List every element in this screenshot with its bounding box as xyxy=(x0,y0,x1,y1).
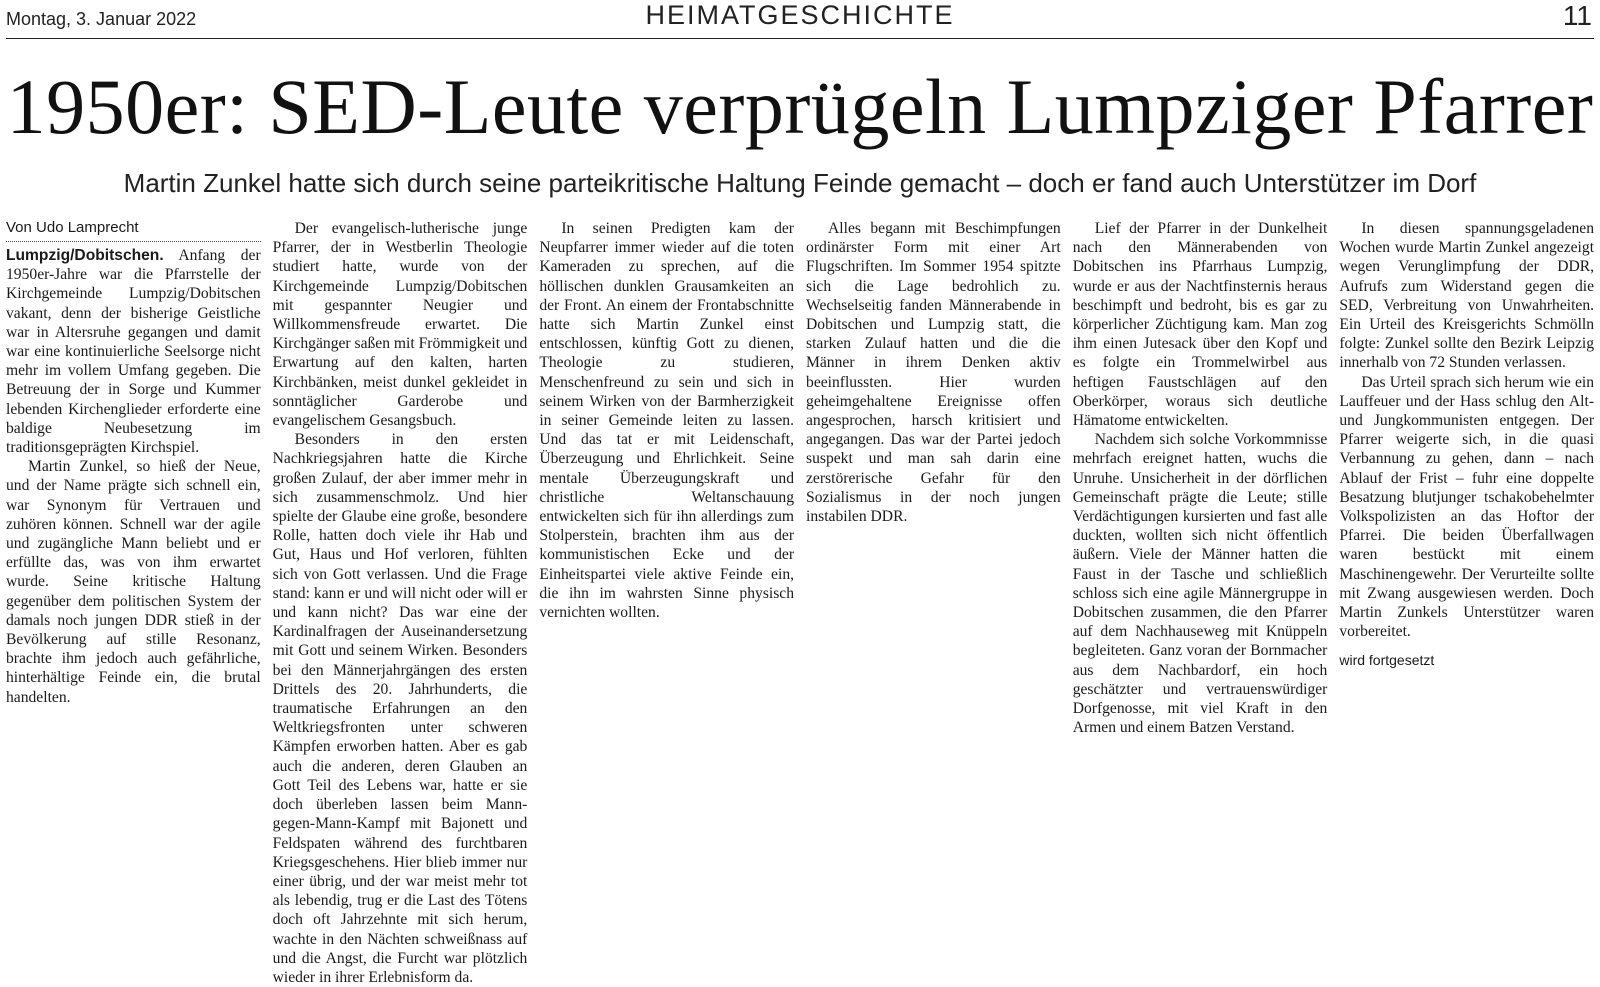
column-1 xyxy=(6,219,261,706)
column-4 xyxy=(806,219,1061,703)
article-headline: 1950er: SED-Leute verprügeln Lumpziger Pfarrer xyxy=(6,63,1594,150)
paragraph-9: In diesen spannungsgeladenen Wochen wurde Martin Zunkel angezeigt wegen Verunglimpfung der DDR, Aufrufs zum Widerstand gegen die SED, Verbreitung von Unwahrheiten. Ein Urteil des Kreisgerichts Schmölln folgte: Zunkel sollte den Bezirk Leipzig innerhalb von 72 Stunden verlassen. xyxy=(1339,220,1595,372)
article-body xyxy=(6,219,1595,986)
dateline: Lumpzig/Dobitschen. xyxy=(6,247,164,264)
paragraph-2: Martin Zunkel, so hieß der Neue, und der Name prägte sich schnell ein, war Synonym für Vertrauen und zuhören können. Schnell war der agile und zugängliche Mann beliebt und er erfüllte das, was von ihm erwartet wurde. Seine kritische Haltung gegenüber dem politischen System der damals noch jungen DDR stieß in der Bevölkerung auf stille Resonanz, brachte ihm jedoch auch gefährliche, hinterhältige Feinde ein, die brutal handelten. xyxy=(6,458,261,706)
paragraph-5: In seinen Predigten kam der Neupfarrer immer wieder auf die toten Kameraden zu sprechen, auf die höllischen dunklen Grausamkeiten an der Front. An einem der Frontabschnitte hatte sich Martin Zunkel einst entschlossen, künftig Gott zu dienen, Theologie zu studieren, Menschenfreund zu sein und sich in seinem Wirken von der Barmherzigkeit in seiner Gemeinde leiten zu lassen. Und das tat er mit Leidenschaft, Überzeugung und Ehrlichkeit. Seine mentale Überzeugungskraft und christliche Weltanschauung entwickelten sich für ihn allerdings zum Stolperstein, brachten ihm aus der kommunistischen Ecke und der Einheitspartei viele aktive Feinde ein, die ihn im wahrsten Sinne physisch vernichten wollten. xyxy=(539,220,795,622)
paragraph-1 xyxy=(6,246,261,457)
page-number: 11 xyxy=(1562,0,1592,31)
column-2 xyxy=(272,219,528,986)
column-6 xyxy=(1339,219,1594,703)
paragraph-10: Das Urteil sprach sich herum wie ein Lauffeuer und der Hass schlug den Alt- und Jungkommunisten entgegen. Der Pfarrer weigerte sich, in die quasi Verbannung zu gehen, dann – nach Ablauf der Frist – fuhr eine doppelte Besatzung blutjunger tschakobehelmter Volkspolizisten an das Hoftor der Pfarrei. Die beiden Überfallwagen waren bestückt mit einem Maschinengewehr. Der Verurteilte sollte mit Zwang ausgewiesen werden. Doch Martin Zunkels Unterstützer waren vorbereitet. xyxy=(1339,373,1595,641)
column-5 xyxy=(1072,219,1328,737)
paragraph-4: Besonders in den ersten Nachkriegsjahren hatte die Kirche großen Zulauf, der aber immer mehr in sich zusammenschmolz. Und hier spielte der Glaube eine große, besondere Rolle, hatten doch viele ihr Hab und Gut, Haus und Hof verloren, fühlten sich von Gott verlassen. Und die Frage stand: kann er und will nicht oder will er und kann nicht? Das war eine der Kardinalfragen der Auseinandersetzung mit Gott und seinem Wirken. Besonders bei den Männerjahrgängen des ersten Drittels des 20. Jahrhunderts, die traumatische Erfahrungen an den Weltkriegsfronten unter schweren Kämpfen erworben hatten. Aber es gab auch die anderen, deren Glauben an Gott Teil des Lebens war, hatte er sie doch überleben lassen beim Mann-gegen-Mann-Kampf mit Bajonett und Feldspaten während des furchtbaren Kriegsgeschehens. Hier blieb immer nur einer übrig, und der war meist mehr tot als lebendig, trug er die Last des Tötens doch oft Jahrzehnte mit sich herum, wachte in den Nächten schweißnass auf und die Angst, die Furcht war plötzlich wieder in ihrer Erlebnisform da. xyxy=(272,431,528,986)
paragraph-7: Lief der Pfarrer in der Dunkelheit nach den Männerabenden von Dobitschen ins Pfarrhaus Lumpzig, wurde er aus der Nachtfinsternis heraus beschimpft und bedroht, bis es gar zu körperlicher Züchtigung kam. Man zog ihm einen Jutesack über den Kopf und es folgte ein Trommelwirbel aus heftigen Faustschlägen auf den Oberkörper, woraus sich deutliche Hämatome entwickelten. xyxy=(1072,220,1328,430)
section-title: HEIMATGESCHICHTE xyxy=(645,0,955,30)
page-header xyxy=(0,0,1600,36)
byline: Von Udo Lamprecht xyxy=(6,219,261,242)
article-subheadline: Martin Zunkel hatte sich durch seine parteikritische Haltung Feinde gemacht – doch er fand auch Unterstützer im Dorf xyxy=(123,168,1477,198)
paragraph-8: Nachdem sich solche Vorkommnisse mehrfach ereignet hatten, wuchs die Unruhe. Unsicherheit in der dörflichen Gemeinschaft prägte die Leute; stille Verdächtigungen kursierten und fast alle duckten, wollten sich nicht öffentlich äußern. Viele der Männer hatten die Faust in der Tasche und schließlich schloss sich eine agile Männergruppe in Dobitschen zusammen, die den Pfarrer auf dem Nachhauseweg mit Knüppeln begleiteten. Ganz voran der Bornmacher aus dem Nachbardorf, ein hoch geschätzter und vertrauenswürdiger Dorfgenosse, mit viel Kraft in den Armen und einem Batzen Verstand. xyxy=(1072,431,1328,737)
issue-date: Montag, 3. Januar 2022 xyxy=(6,9,197,29)
paragraph-text: Anfang der 1950er-Jahre war die Pfarrstelle der Kirchgemeinde Lumpzig/Dobitschen vakant, denn der bisherige Geistliche war in Altersruhe gegangen und damit war eine kontinuierliche Seelsorge nicht mehr im vollem Umfang gegeben. Die Betreuung der in Sorge und Kummer lebenden Kirchenglieder erforderte eine baldige Neubesetzung im traditionsgeprägten Kirchspiel. xyxy=(6,247,261,457)
column-3 xyxy=(539,219,794,703)
paragraph-3: Der evangelisch-lutherische junge Pfarrer, der in Westberlin Theologie studiert hatte, wurde von der Kirchgemeinde Lumpzig/Dobitschen mit gespannter Neugier und Willkommensfreude erwartet. Die Kirchgänger saßen mit Frömmigkeit und Erwartung auf den kalten, harten Kirchbänken, meist dunkel gekleidet in sonntäglicher Garderobe und evangelischem Gesangsbuch. xyxy=(272,220,528,430)
paragraph-6: Alles begann mit Beschimpfungen ordinärster Form mit einer Art Flugschriften. Im Sommer 1954 spitzte sich die Lage bedrohlich zu. Wechselseitig fanden Männerabende in Dobitschen und Lumpzig statt, die starken Zulauf hatten und die die Männer in ihrem Denken aktiv beeinflussten. Hier wurden geheimgehaltene Ereignisse offen angesprochen, harsch kritisiert und angegangen. Das war der Partei jedoch suspekt und man sah darin eine zerstörerische Gefahr für den Sozialismus in der noch jungen instabilen DDR. xyxy=(806,220,1061,526)
continued-note: wird fortgesetzt xyxy=(1339,652,1435,669)
header-divider xyxy=(6,38,1594,39)
